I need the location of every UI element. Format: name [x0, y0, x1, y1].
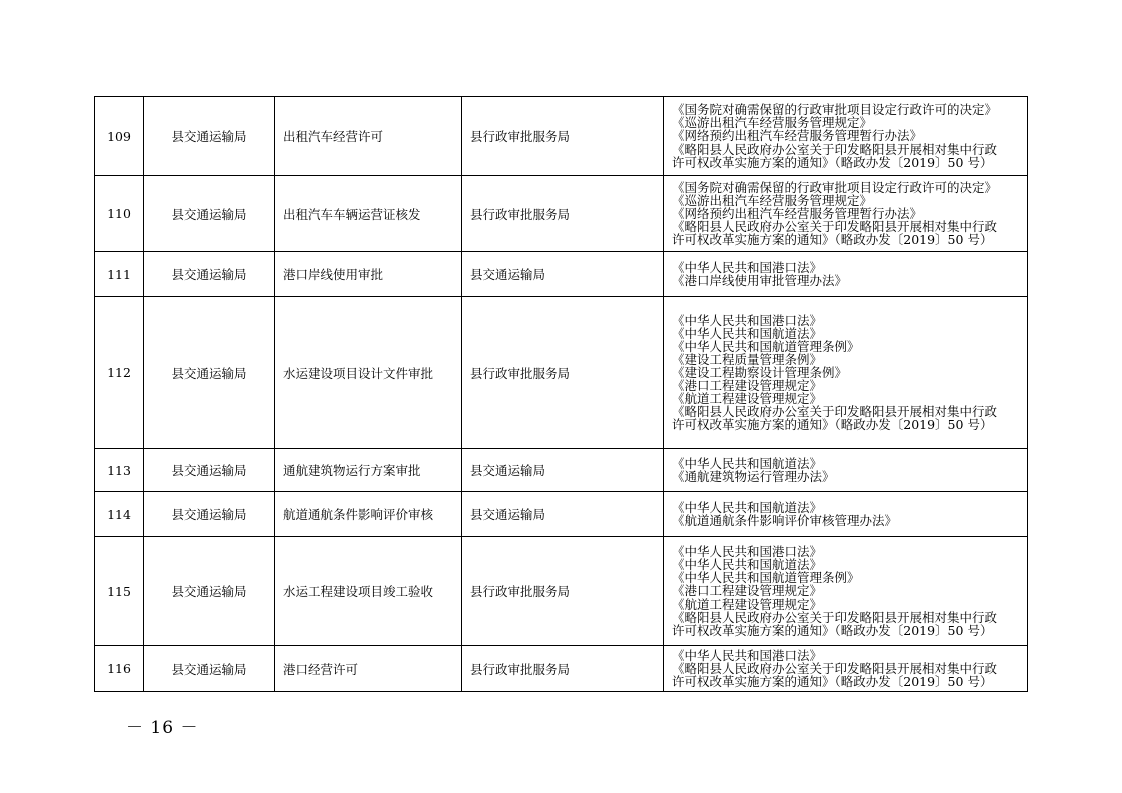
legal-basis [664, 537, 1028, 646]
legal-basis-line: 《中华人民共和国航道法》 [672, 557, 823, 573]
page-number: － 16 － [126, 718, 199, 738]
table-row [95, 449, 1028, 492]
department: 县交通运输局 [144, 176, 275, 252]
department: 县交通运输局 [144, 492, 275, 537]
row-number: 114 [95, 492, 144, 537]
legal-basis-line: 许可权改革实施方案的通知》（略政办发〔2019〕50 号） [672, 417, 993, 433]
legal-basis-line: 《中华人民共和国航道管理条例》 [672, 338, 860, 354]
table-row [95, 297, 1028, 449]
legal-basis-line: 《网络预约出租汽车经营服务管理暂行办法》 [672, 205, 923, 221]
legal-basis-line: 《中华人民共和国航道法》 [672, 455, 823, 471]
handling-unit: 县行政审批服务局 [462, 176, 664, 252]
legal-basis-line: 《略阳县人民政府办公室关于印发略阳县开展相对集中行政 [672, 404, 998, 420]
approval-items-table [94, 96, 1028, 692]
row-number: 109 [95, 97, 144, 176]
row-number: 116 [95, 646, 144, 692]
handling-unit: 县交通运输局 [462, 492, 664, 537]
legal-basis-line: 《中华人民共和国港口法》 [672, 647, 823, 663]
handling-unit: 县交通运输局 [462, 252, 664, 297]
legal-basis-line: 《中华人民共和国航道法》 [672, 325, 823, 341]
legal-basis [664, 449, 1028, 492]
approval-item: 港口岸线使用审批 [275, 252, 462, 297]
legal-basis-line: 《航道工程建设管理规定》 [672, 596, 823, 612]
legal-basis-line: 《网络预约出租汽车经营服务管理暂行办法》 [672, 128, 923, 144]
legal-basis-line: 许可权改革实施方案的通知》（略政办发〔2019〕50 号） [672, 674, 993, 690]
department: 县交通运输局 [144, 646, 275, 692]
approval-item: 通航建筑物运行方案审批 [275, 449, 462, 492]
legal-basis-line: 《国务院对确需保留的行政审批项目设定行政许可的决定》 [672, 179, 998, 195]
legal-basis [664, 297, 1028, 449]
legal-basis-line: 许可权改革实施方案的通知》（略政办发〔2019〕50 号） [672, 232, 993, 248]
table-row [95, 97, 1028, 176]
approval-item: 港口经营许可 [275, 646, 462, 692]
legal-basis-line: 《航道通航条件影响评价审核管理办法》 [672, 513, 898, 528]
legal-basis-line: 《港口工程建设管理规定》 [672, 583, 823, 599]
legal-basis [664, 252, 1028, 297]
legal-basis-line: 《国务院对确需保留的行政审批项目设定行政许可的决定》 [672, 102, 998, 118]
table-row [95, 492, 1028, 537]
legal-basis-line: 《港口工程建设管理规定》 [672, 378, 823, 394]
legal-basis-line: 《中华人民共和国港口法》 [672, 544, 823, 560]
table-row [95, 252, 1028, 297]
legal-basis-line: 《略阳县人民政府办公室关于印发略阳县开展相对集中行政 [672, 141, 998, 157]
department: 县交通运输局 [144, 449, 275, 492]
row-number: 110 [95, 176, 144, 252]
legal-basis-line: 《中华人民共和国港口法》 [672, 312, 823, 328]
legal-basis-line: 《港口岸线使用审批管理办法》 [672, 273, 848, 288]
table-row [95, 176, 1028, 252]
legal-basis-line: 《中华人民共和国航道法》 [672, 499, 823, 515]
legal-basis-line: 许可权改革实施方案的通知》（略政办发〔2019〕50 号） [672, 154, 993, 170]
approval-item: 出租汽车经营许可 [275, 97, 462, 176]
row-number: 112 [95, 297, 144, 449]
legal-basis [664, 97, 1028, 176]
legal-basis-line: 《中华人民共和国航道管理条例》 [672, 570, 860, 586]
legal-basis-line: 《略阳县人民政府办公室关于印发略阳县开展相对集中行政 [672, 660, 998, 676]
legal-basis-line: 《建设工程质量管理条例》 [672, 351, 823, 367]
handling-unit: 县行政审批服务局 [462, 297, 664, 449]
legal-basis-line: 许可权改革实施方案的通知》（略政办发〔2019〕50 号） [672, 622, 993, 638]
approval-item: 出租汽车车辆运营证核发 [275, 176, 462, 252]
row-number: 115 [95, 537, 144, 646]
approval-item: 水运建设项目设计文件审批 [275, 297, 462, 449]
handling-unit: 县行政审批服务局 [462, 97, 664, 176]
legal-basis-line: 《通航建筑物运行管理办法》 [672, 469, 835, 484]
table-row [95, 646, 1028, 692]
approval-item: 航道通航条件影响评价审核 [275, 492, 462, 537]
department: 县交通运输局 [144, 97, 275, 176]
legal-basis-line: 《中华人民共和国港口法》 [672, 259, 823, 275]
legal-basis-line: 《巡游出租汽车经营服务管理规定》 [672, 192, 873, 208]
legal-basis-line: 《航道工程建设管理规定》 [672, 391, 823, 407]
handling-unit: 县交通运输局 [462, 449, 664, 492]
legal-basis-line: 《略阳县人民政府办公室关于印发略阳县开展相对集中行政 [672, 609, 998, 625]
row-number: 113 [95, 449, 144, 492]
table-row [95, 537, 1028, 646]
department: 县交通运输局 [144, 297, 275, 449]
legal-basis-line: 《建设工程勘察设计管理条例》 [672, 364, 848, 380]
department: 县交通运输局 [144, 537, 275, 646]
row-number: 111 [95, 252, 144, 297]
handling-unit: 县行政审批服务局 [462, 537, 664, 646]
department: 县交通运输局 [144, 252, 275, 297]
approval-item: 水运工程建设项目竣工验收 [275, 537, 462, 646]
legal-basis-line: 《略阳县人民政府办公室关于印发略阳县开展相对集中行政 [672, 219, 998, 235]
legal-basis [664, 646, 1028, 692]
legal-basis-line: 《巡游出租汽车经营服务管理规定》 [672, 115, 873, 131]
handling-unit: 县行政审批服务局 [462, 646, 664, 692]
legal-basis [664, 176, 1028, 252]
legal-basis [664, 492, 1028, 537]
